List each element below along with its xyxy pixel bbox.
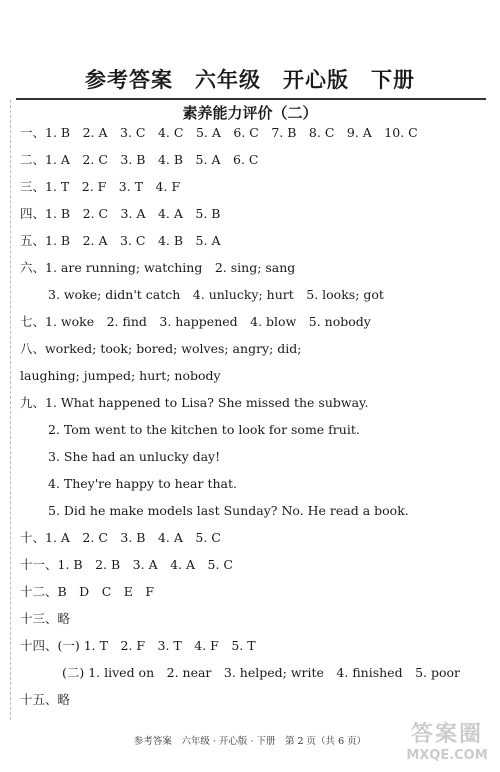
answer-line-9-5: 5. Did he make models last Sunday? No. He read a book. [48, 503, 409, 518]
answer-line-8: 八、worked; took; bored; wolves; angry; did; [20, 341, 302, 356]
answer-line-9-3: 3. She had an unlucky day! [48, 449, 221, 464]
watermark-url: MXQE.COM [406, 748, 488, 763]
answer-line-2: 二、1. A 2. C 3. B 4. B 5. A 6. C [20, 152, 259, 167]
section-title: 素养能力评价（二） [182, 104, 318, 122]
answer-line-7: 七、1. woke 2. find 3. happened 4. blow 5. nobody [20, 314, 371, 329]
answer-line-14: 十四、(一) 1. T 2. F 3. T 4. F 5. T [20, 638, 256, 653]
answer-line-9-2: 2. Tom went to the kitchen to look for some fruit. [48, 422, 360, 437]
margin-dashed-line [10, 100, 11, 720]
watermark-logo-text: 答案圈 [410, 722, 483, 747]
answer-line-13: 十三、略 [20, 611, 71, 626]
answer-line-15: 十五、略 [20, 692, 71, 707]
answer-line-6: 六、1. are running; watching 2. sing; sang [20, 260, 296, 275]
answer-line-11: 十一、1. B 2. B 3. A 4. A 5. C [20, 557, 233, 572]
answer-line-3: 三、1. T 2. F 3. T 4. F [20, 179, 181, 194]
answer-line-6-cont: 3. woke; didn't catch 4. unlucky; hurt 5. looks; got [48, 287, 384, 302]
answer-line-14-2: (二) 1. lived on 2. near 3. helped; write 4. finished 5. poor [62, 665, 461, 680]
answer-line-12: 十二、B D C E F [20, 584, 155, 599]
answer-line-9-4: 4. They're happy to hear that. [48, 476, 237, 491]
answer-line-8-cont: laughing; jumped; hurt; nobody [20, 368, 221, 383]
answer-line-4: 四、1. B 2. C 3. A 4. A 5. B [20, 206, 221, 221]
page-footer: 参考答案 六年级 · 开心版 · 下册 第 2 页（共 6 页） [133, 736, 367, 747]
answer-line-9: 九、1. What happened to Lisa? She missed the subway. [20, 395, 369, 410]
answer-line-5: 五、1. B 2. A 3. C 4. B 5. A [20, 233, 221, 248]
header-divider [16, 98, 486, 100]
watermark-logo [398, 722, 496, 768]
answer-line-10: 十、1. A 2. C 3. B 4. A 5. C [20, 530, 221, 545]
page-header-title: 参考答案 六年级 开心版 下册 [85, 67, 415, 92]
answer-line-1: 一、1. B 2. A 3. C 4. C 5. A 6. C 7. B 8. C 9. A 10. C [20, 125, 418, 140]
